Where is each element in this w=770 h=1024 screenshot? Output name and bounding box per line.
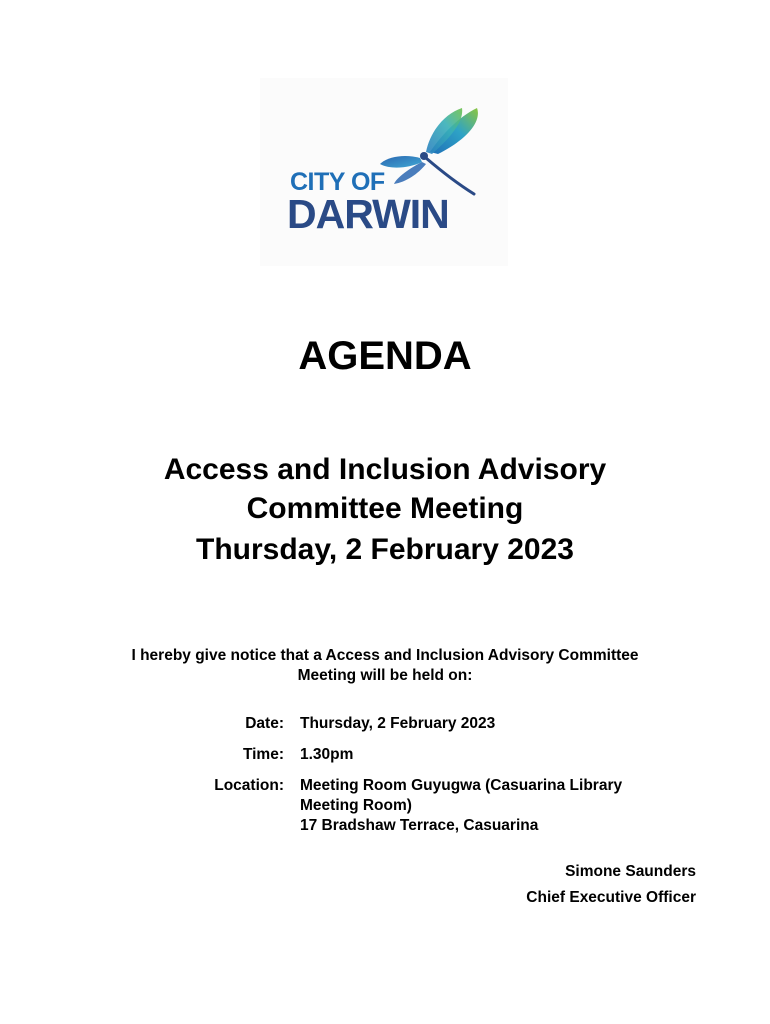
- location-label: Location:: [214, 777, 284, 794]
- location-line1: Meeting Room Guyugwa (Casuarina Library: [300, 777, 623, 794]
- meeting-date: Thursday, 2 February 2023: [196, 533, 574, 566]
- location-line2: Meeting Room): [300, 797, 412, 814]
- logo-darwin-text: DARWIN: [287, 191, 449, 237]
- time-label: Time:: [242, 746, 284, 763]
- date-label: Date:: [245, 715, 284, 732]
- signatory-name: Simone Saunders: [565, 863, 696, 880]
- document-title: AGENDA: [298, 334, 472, 378]
- notice-line2: Meeting will be held on:: [297, 667, 473, 684]
- detail-row-location: [180, 776, 720, 836]
- notice-paragraph: [40, 646, 730, 686]
- meeting-title-line2: Committee Meeting: [246, 492, 524, 525]
- notice-line1: I hereby give notice that a Access and Inclusion Advisory Committee: [131, 647, 639, 664]
- time-value: 1.30pm: [300, 746, 354, 763]
- signature-block: [526, 862, 696, 908]
- city-of-darwin-logo: [260, 78, 508, 266]
- location-value: [300, 776, 622, 836]
- meeting-title-line1: Access and Inclusion Advisory: [163, 453, 607, 486]
- detail-row-time: [180, 745, 720, 765]
- meeting-heading: [60, 450, 710, 569]
- meeting-details: [180, 714, 720, 847]
- signatory-title: Chief Executive Officer: [526, 889, 696, 906]
- date-value: Thursday, 2 February 2023: [300, 715, 496, 732]
- detail-row-date: [180, 714, 720, 734]
- location-line3: 17 Bradshaw Terrace, Casuarina: [300, 817, 539, 834]
- logo-city-of-text: CITY OF: [290, 168, 385, 196]
